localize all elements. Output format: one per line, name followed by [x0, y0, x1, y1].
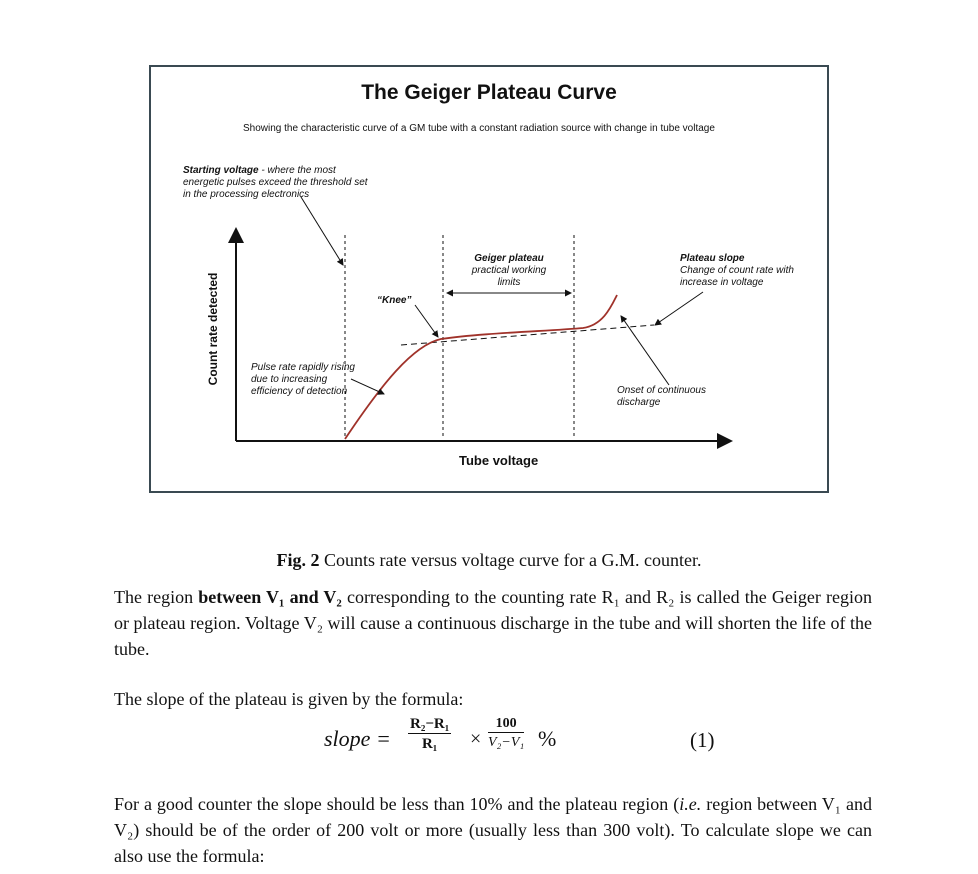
- onset-arrow: [621, 316, 669, 385]
- pulse-rate-arrow: [351, 379, 384, 394]
- pulse-rate-annotation: Pulse rate rapidly rising due to increasing efficiency of detection: [251, 362, 355, 397]
- equation-number: (1): [690, 728, 715, 752]
- knee-arrow: [415, 305, 438, 337]
- figure-title: The Geiger Plateau Curve: [361, 81, 617, 104]
- count-rate-curve: [345, 295, 617, 439]
- starting-voltage-arrow: [301, 197, 343, 265]
- fraction-r: $\frac{\text{R₂−R₁}}{\text{R₁}}$: [410, 716, 450, 752]
- y-axis-label: Count rate detected: [206, 272, 220, 386]
- fraction-v: $\frac{100}{\text{V₂−V₁}}$: [488, 716, 525, 750]
- percent-symbol: %: [538, 726, 557, 751]
- plateau-slope-annotation: Plateau slope Change of count rate with increase in voltage: [680, 253, 794, 288]
- figure-subtitle: Showing the characteristic curve of a GM tube with a constant radiation source with change in tube voltage: [243, 123, 715, 134]
- onset-annotation: Onset of continuous discharge: [617, 385, 706, 408]
- paragraph-slope-intro: The slope of the plateau is given by the formula:: [114, 689, 464, 709]
- formula-lhs: slope =: [324, 726, 391, 751]
- plateau-slope-arrow: [655, 292, 703, 325]
- paragraph-geiger-region: The region between V₁ and V₂ corresponding to the counting rate R₁ and R₂ is called the Geiger region or plateau region. Voltage V₂ will cause a continuous discharge in the tube and will shorten the life of the tube.: [114, 587, 872, 659]
- figure-caption: Fig. 2 Counts rate versus voltage curve for a G.M. counter.: [276, 550, 702, 570]
- figure-box: [149, 65, 829, 493]
- starting-voltage-annotation: Starting voltage - where the most energetic pulses exceed the threshold set in the processing electronics: [183, 165, 368, 200]
- x-axis-label: Tube voltage: [459, 453, 539, 468]
- plateau-slope-dashed: [401, 325, 654, 345]
- knee-label: “Knee”: [377, 295, 412, 306]
- times-symbol: ×: [470, 728, 482, 750]
- plateau-annotation: Geiger plateau practical working limits: [471, 253, 547, 288]
- paragraph-good-counter: For a good counter the slope should be less than 10% and the plateau region (i.e. region between V₁ and V₂) should be of the order of 200 volt or more (usually less than 300 volt). To calculate slope we can also use the formula:: [114, 794, 872, 866]
